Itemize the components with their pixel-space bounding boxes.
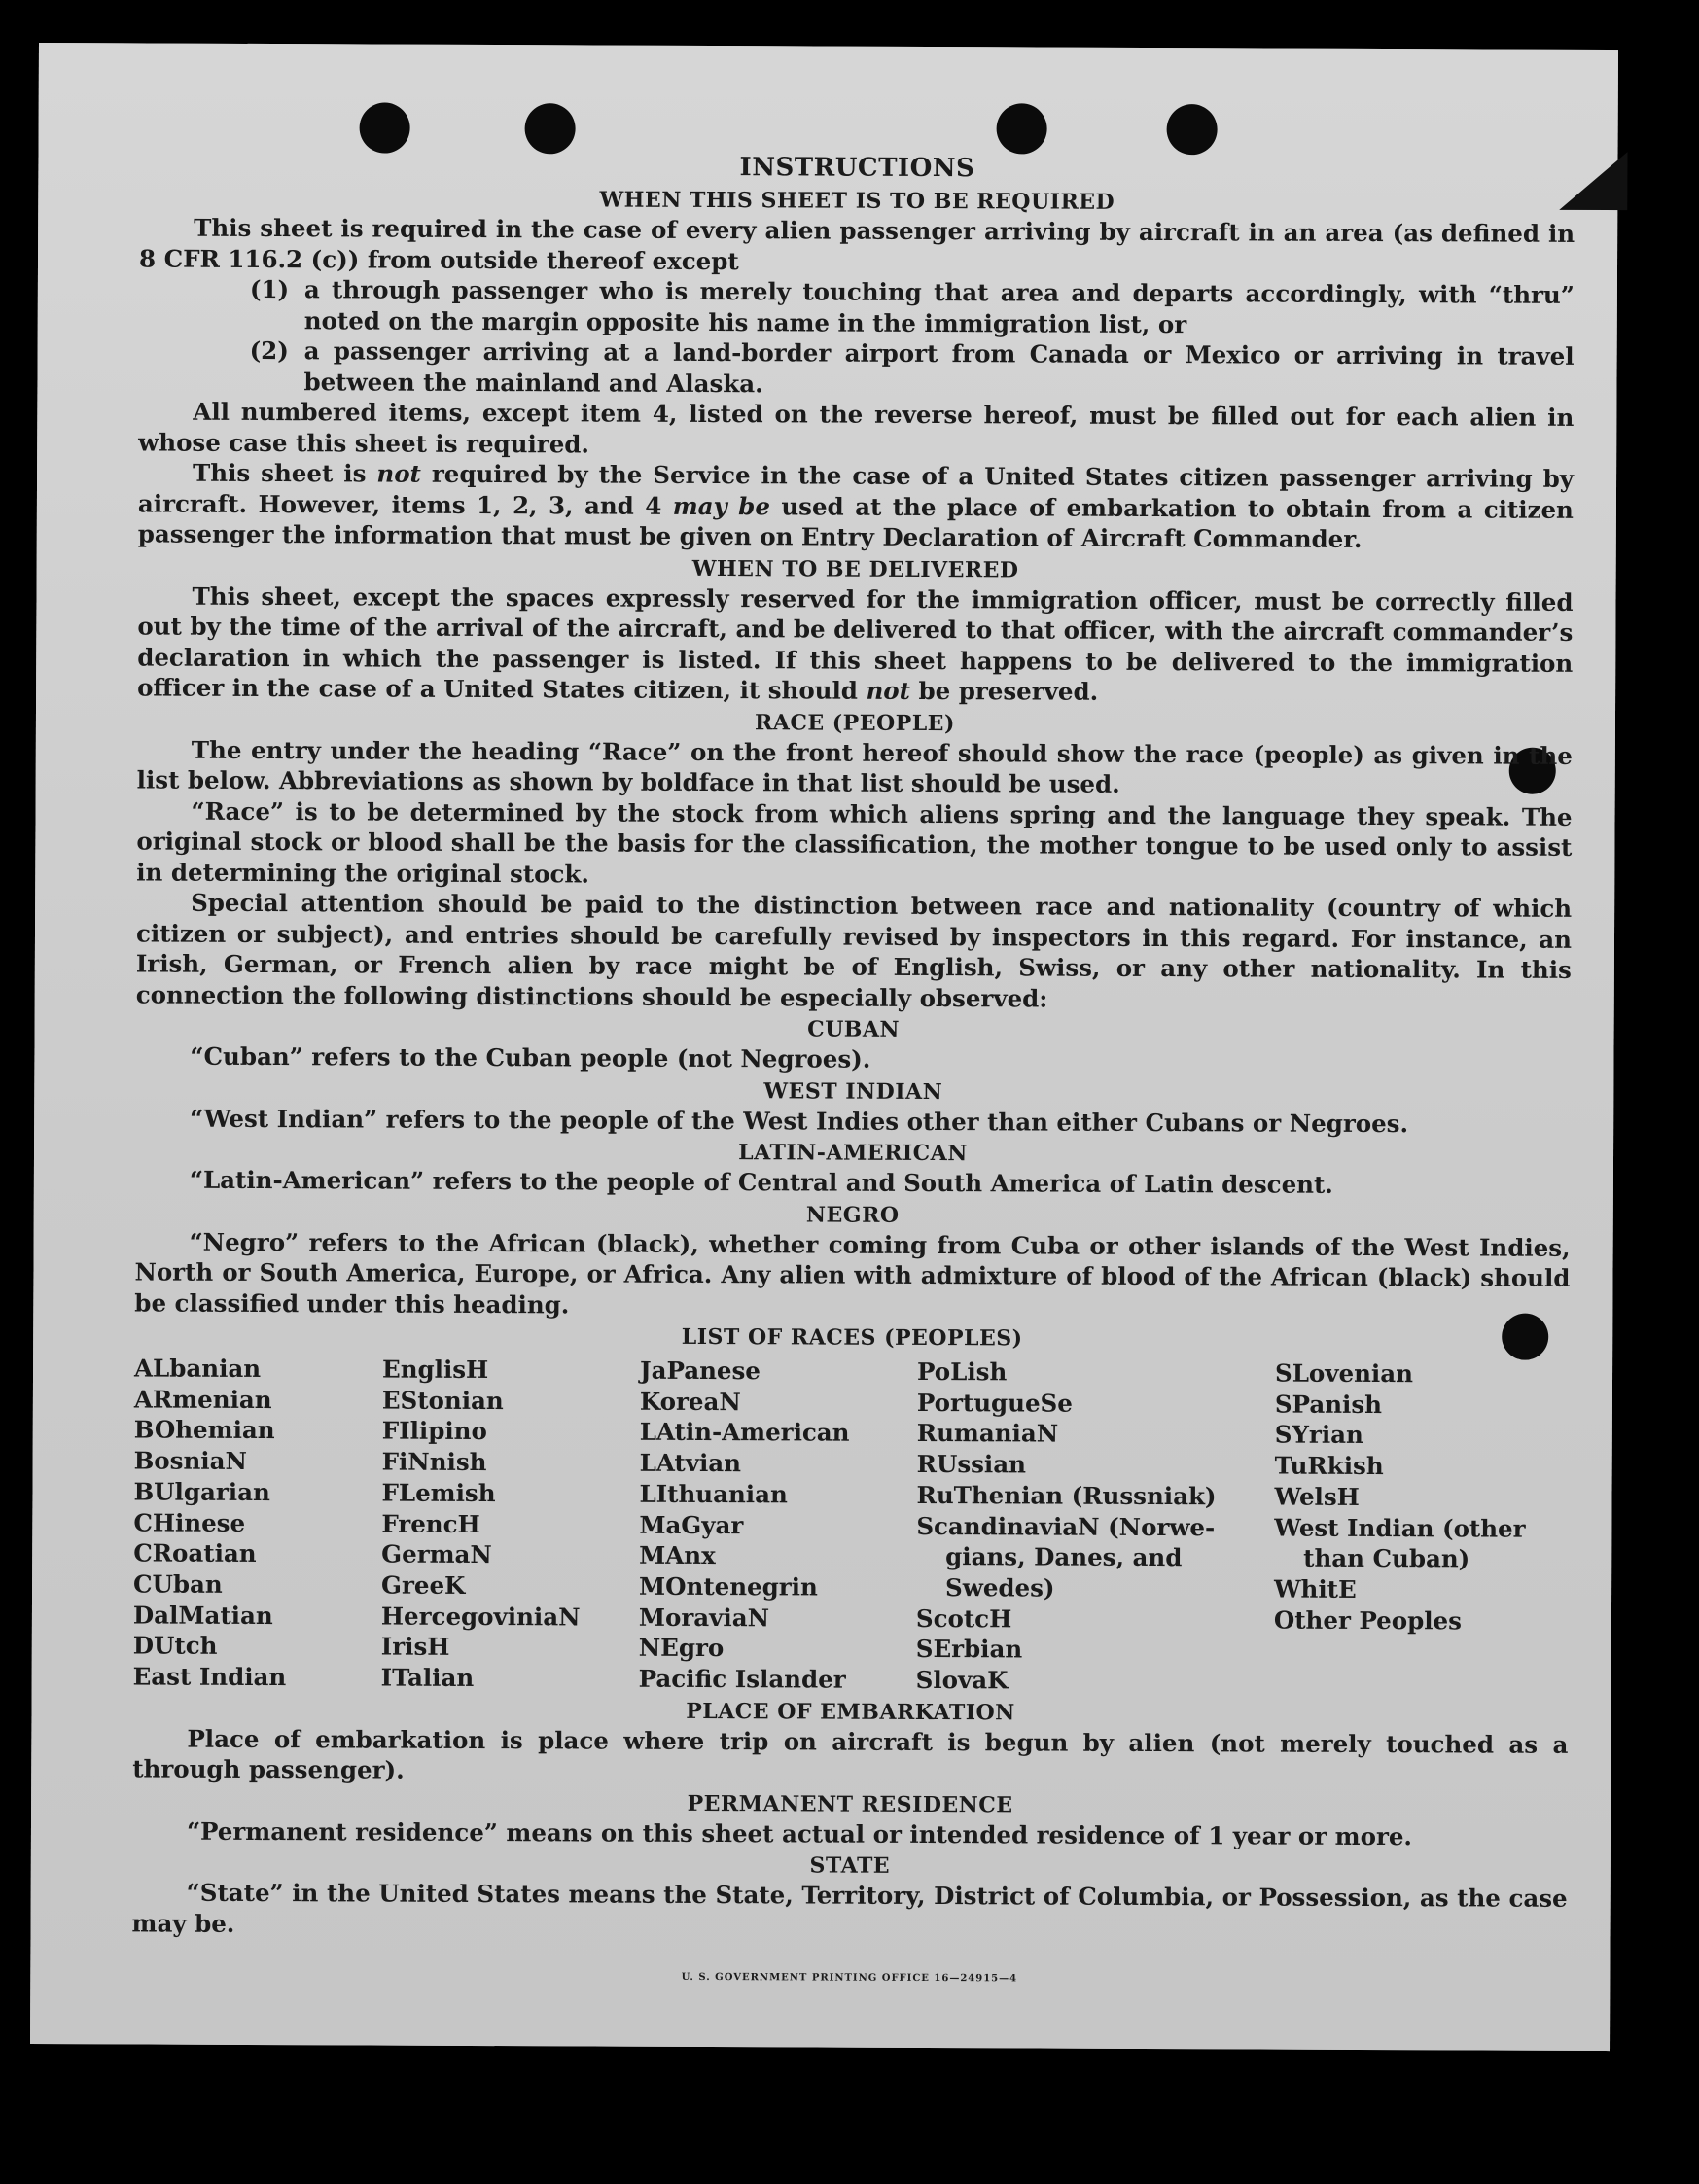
punch-hole [1167,104,1218,155]
printer-imprint: U. S. GOVERNMENT PRINTING OFFICE 16—24915—4 [681,1972,1018,1985]
race-entry: DalMatian [132,1601,273,1630]
races-column [1274,1358,1571,1699]
races-column [639,1356,918,1696]
section-heading: STATE [809,1852,891,1880]
race-entry: GermaN [381,1539,492,1569]
race-entry: CUban [133,1569,223,1599]
section-heading: RACE (PEOPLE) [754,709,955,736]
race-entry: CHinese [133,1507,246,1537]
race-entry: WelsH [1274,1482,1360,1511]
race-entry: BOhemian [133,1415,275,1445]
paragraph: “Permanent residence” means on this sheet actual or intended residence of 1 year or more. [186,1816,1413,1850]
paragraph: “State” in the United States means the State, Territory, District of Columbia, or Possession, as the case may be. [131,1878,1568,1938]
race-entry: IrisH [380,1632,450,1662]
race-entry: than Cuban) [1303,1543,1470,1573]
race-entry: RUssian [916,1450,1027,1479]
paragraph: This sheet is required in the case of every alien passenger arriving by aircraft in an area (as defined in 8 CFR 116.2 (c)) from outside thereof except [138,213,1575,275]
race-entry: FIlipino [381,1416,487,1446]
race-entry: MaGyar [639,1510,744,1539]
list-item: (2) a passenger arriving at a land-border airport from Canada or Mexico or arriving in travel between the mainland and Alaska. [249,335,1575,398]
race-entry: EStonian [381,1386,504,1415]
race-entry: TuRkish [1274,1451,1384,1481]
races-column [381,1355,641,1695]
race-entry: FLemish [381,1478,496,1507]
document-sheet [30,43,1618,2051]
paragraph: “West Indian” refers to the people of the West Indies other than either Cubans or Negroes. [190,1104,1409,1138]
race-entry: EnglisH [381,1355,489,1385]
punch-hole [997,103,1047,154]
race-entry: WhitE [1274,1574,1357,1603]
page-title: INSTRUCTIONS [739,153,975,184]
race-entry: ScandinaviaN (Norwe- [916,1511,1216,1541]
race-entry: East Indian [132,1662,287,1692]
race-entry: MAnx [639,1540,716,1570]
race-entry: RuThenian (Russniak) [916,1480,1217,1511]
races-list [133,1353,1571,1698]
race-entry: Other Peoples [1273,1605,1463,1636]
section-heading: WHEN TO BE DELIVERED [691,555,1019,582]
section-heading: WHEN THIS SHEET IS TO BE REQUIRED [599,187,1115,215]
race-entry: ITalian [380,1663,475,1692]
race-entry: ALbanian [133,1354,262,1384]
races-column [916,1356,1276,1697]
race-entry: BosniaN [133,1446,247,1476]
paragraph: “Race” is to be determined by the stock from which aliens spring and the language they speak. The original stock or blood shall be the basis for the classification, the mother tongue to be used only to assist in determining the original stock. [136,796,1573,888]
race-entry: West Indian (other [1274,1513,1526,1543]
race-entry: gians, Danes, and [945,1542,1183,1572]
race-entry: MOntenegrin [639,1571,818,1602]
race-entry: SYrian [1274,1420,1363,1450]
race-entry: DUtch [132,1631,218,1661]
section-heading: NEGRO [805,1201,900,1228]
race-entry: RumaniaN [916,1419,1059,1448]
race-entry: FiNnish [381,1447,487,1477]
race-entry: LIthuanian [639,1479,788,1509]
paragraph: The entry under the heading “Race” on the front hereof should show the race (people) as given in the list below. Abbreviations as shown by boldface in that list should be used. [136,735,1573,798]
race-entry: Swedes) [945,1573,1055,1603]
race-entry: MoraviaN [638,1603,770,1632]
race-entry: LAtin-American [639,1418,850,1448]
race-entry: Pacific Islander [638,1664,846,1694]
race-entry: NEgro [638,1634,725,1663]
instructions-body [131,146,1575,1996]
race-entry: SPanish [1274,1390,1383,1419]
race-entry: HercegoviniaN [380,1602,581,1632]
race-entry: SlovaK [915,1665,1009,1695]
race-entry: ARmenian [133,1385,272,1414]
race-entry: PortugueSe [916,1388,1073,1418]
race-entry: SErbian [915,1635,1023,1664]
paragraph: This sheet, except the spaces expressly reserved for the immigration officer, must be correctly filled out by the time of the arrival of the aircraft, and be delivered to that officer, with the aircraft commander’s declaration in which the passenger is listed. If this sheet happens to be delivered to the immigration officer in the case of a United States citizen, it should not be preserved. [137,581,1574,706]
paragraph: “Latin-American” refers to the people of Central and South America of Latin descent. [189,1165,1333,1199]
punch-hole [360,102,410,153]
race-entry: ScotcH [915,1603,1012,1634]
section-heading: LIST OF RACES (PEOPLES) [681,1323,1023,1352]
paragraph: Special attention should be paid to the distinction between race and nationality (country of which citizen or subject), and entries should be carefully revised by inspectors in this regard. For instance, an Irish, German, or French alien by race might be of English, Swiss, or any other nationality. In this connection the following distinctions should be especially observed: [135,888,1573,1013]
punch-hole [525,103,576,154]
races-column [133,1353,383,1693]
paragraph: This sheet is not required by the Service in the case of a United States citizen passenger arriving by aircraft. However, items 1, 2, 3, and 4 may be used at the place of embarkation to obtain from a citizen passenger the information that must be given on Entry Declaration of Aircraft Commander. [137,458,1575,553]
race-entry: BUlgarian [133,1477,270,1506]
paragraph: “Cuban” refers to the Cuban people (not Negroes). [190,1041,871,1074]
section-heading: PLACE OF EMBARKATION [686,1698,1015,1726]
race-entry: JaPanese [639,1356,761,1386]
race-entry: LAtvian [639,1448,742,1478]
race-entry: GreeK [381,1570,466,1600]
list-item: (1) a through passenger who is merely touching that area and departs accordingly, with “thru” noted on the margin opposite his name in the immigration list, or [249,274,1575,338]
section-heading: LATIN-AMERICAN [738,1140,968,1167]
paragraph: “Negro” refers to the African (black), whether coming from Cuba or other islands of the West Indies, North or South America, Europe, or Africa. Any alien with admixture of blood of the African (black) should be classified under this heading. [134,1227,1571,1319]
race-entry: SLovenian [1274,1358,1414,1389]
race-entry: FrencH [381,1509,480,1538]
race-entry: CRoatian [133,1538,257,1568]
section-heading: PERMANENT RESIDENCE [687,1790,1013,1818]
section-heading: CUBAN [807,1016,901,1042]
paragraph: All numbered items, except item 4, listed on the reverse hereof, must be filled out for each alien in whose case this sheet is required. [138,397,1575,458]
race-entry: PoLish [916,1356,1008,1387]
paragraph: Place of embarkation is place where trip on aircraft is begun by alien (not merely touched as a through passenger). [132,1724,1569,1784]
section-heading: WEST INDIAN [763,1077,943,1105]
race-entry: KoreaN [639,1387,741,1416]
